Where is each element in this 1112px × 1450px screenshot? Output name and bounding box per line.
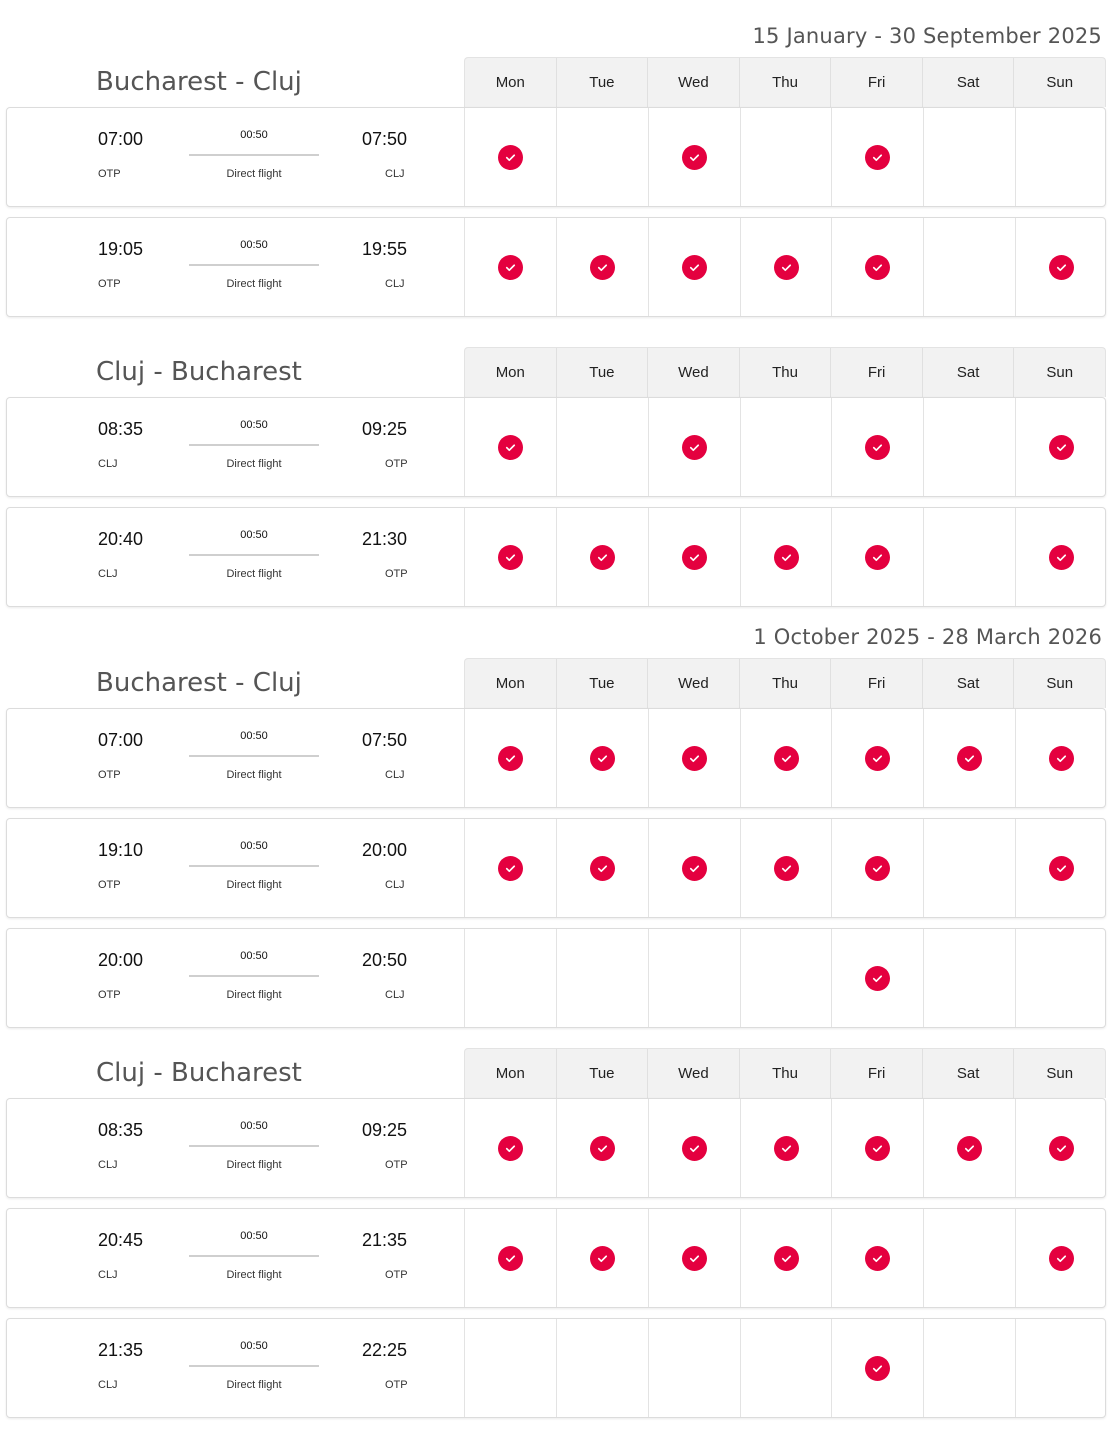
route-line [189, 154, 319, 156]
day-cell-thu [740, 929, 832, 1027]
check-circle-icon [865, 856, 890, 881]
operating-days [464, 398, 1107, 496]
day-sat: Sat [922, 659, 1014, 708]
check-circle-icon [682, 1136, 707, 1161]
day-cell-wed [648, 819, 740, 917]
route-line [189, 975, 319, 977]
check-circle-icon [682, 746, 707, 771]
day-cell-wed [648, 929, 740, 1027]
route-line [189, 444, 319, 446]
check-circle-icon [682, 856, 707, 881]
day-sat: Sat [922, 1049, 1014, 1098]
day-cell-tue [556, 929, 648, 1027]
day-wed: Wed [647, 348, 739, 397]
day-fri: Fri [830, 659, 922, 708]
operating-days [464, 1209, 1107, 1307]
route-line [189, 1145, 319, 1147]
flight-type: Direct flight [226, 879, 282, 891]
route-line [189, 554, 319, 556]
day-wed: Wed [647, 659, 739, 708]
check-circle-icon [498, 255, 523, 280]
day-cell-wed [648, 508, 740, 606]
operating-days [464, 929, 1107, 1027]
route-title: Cluj - Bucharest [96, 357, 302, 387]
arrival-airport: OTP [385, 1379, 408, 1391]
check-circle-icon [590, 1136, 615, 1161]
arrival-airport: CLJ [385, 168, 405, 180]
arrival-time: 19:55 [362, 239, 408, 259]
check-circle-icon [590, 255, 615, 280]
flight-duration: 00:50 [240, 239, 268, 251]
flight-duration: 00:50 [240, 129, 268, 141]
day-mon: Mon [495, 675, 525, 692]
day-cell-sat [923, 398, 1015, 496]
day-cell-sun [1015, 1099, 1107, 1197]
departure-airport: OTP [98, 278, 121, 290]
check-circle-icon [865, 145, 890, 170]
period-label: 15 January - 30 September 2025 [752, 24, 1102, 48]
day-cell-thu [740, 819, 832, 917]
arrival-airport: OTP [385, 568, 408, 580]
flight-row[interactable] [6, 107, 1106, 207]
day-cell-sun [1015, 218, 1107, 316]
flight-duration: 00:50 [240, 529, 268, 541]
route-line [189, 865, 319, 867]
day-cell-sat [923, 1209, 1015, 1307]
flight-type: Direct flight [226, 568, 282, 580]
day-cell-mon [465, 709, 556, 807]
day-cell-sun [1015, 819, 1107, 917]
operating-days [464, 108, 1107, 206]
day-wed: Wed [647, 58, 739, 107]
flight-type: Direct flight [226, 1269, 282, 1281]
day-mon: Mon [495, 74, 525, 91]
flight-row[interactable] [6, 397, 1106, 497]
check-circle-icon [682, 1246, 707, 1271]
departure-time: 20:45 [98, 1230, 144, 1250]
day-cell-thu [740, 218, 832, 316]
day-sat: Sat [922, 58, 1014, 107]
check-circle-icon [774, 545, 799, 570]
route-line [189, 264, 319, 266]
route-line [189, 1255, 319, 1257]
flight-duration: 00:50 [240, 419, 268, 431]
day-cell-tue [556, 218, 648, 316]
check-circle-icon [590, 545, 615, 570]
arrival-time: 20:00 [362, 840, 408, 860]
period-label: 1 October 2025 - 28 March 2026 [753, 625, 1102, 649]
day-mon: Mon [495, 364, 525, 381]
operating-days [464, 508, 1107, 606]
day-cell-sat [923, 1099, 1015, 1197]
day-sun: Sun [1013, 58, 1105, 107]
check-circle-icon [865, 435, 890, 460]
arrival-airport: OTP [385, 1269, 408, 1281]
check-circle-icon [498, 746, 523, 771]
arrival-time: 21:35 [362, 1230, 408, 1250]
check-circle-icon [865, 255, 890, 280]
check-circle-icon [682, 255, 707, 280]
check-circle-icon [957, 1136, 982, 1161]
day-cell-tue [556, 709, 648, 807]
arrival-airport: CLJ [385, 769, 405, 781]
day-cell-thu [740, 709, 832, 807]
check-circle-icon [774, 255, 799, 280]
check-circle-icon [590, 856, 615, 881]
day-cell-sun [1015, 108, 1107, 206]
flight-type: Direct flight [226, 769, 282, 781]
flight-row[interactable] [6, 928, 1106, 1028]
day-cell-sat [923, 819, 1015, 917]
day-wed: Wed [647, 1049, 739, 1098]
check-circle-icon [682, 545, 707, 570]
check-circle-icon [865, 1356, 890, 1381]
departure-airport: CLJ [98, 1159, 118, 1171]
check-circle-icon [774, 1246, 799, 1271]
day-cell-wed [648, 1209, 740, 1307]
route-title: Cluj - Bucharest [96, 1058, 302, 1088]
arrival-time: 09:25 [362, 419, 408, 439]
operating-days [464, 218, 1107, 316]
check-circle-icon [957, 746, 982, 771]
check-circle-icon [774, 746, 799, 771]
day-cell-thu [740, 508, 832, 606]
departure-time: 19:05 [98, 239, 144, 259]
operating-days [464, 709, 1107, 807]
check-circle-icon [590, 1246, 615, 1271]
day-cell-wed [648, 398, 740, 496]
day-sun: Sun [1013, 1049, 1105, 1098]
flight-duration: 00:50 [240, 730, 268, 742]
day-cell-sat [923, 1319, 1015, 1417]
check-circle-icon [1049, 545, 1074, 570]
check-circle-icon [498, 856, 523, 881]
departure-airport: OTP [98, 879, 121, 891]
flight-type: Direct flight [226, 989, 282, 1001]
flight-type: Direct flight [226, 278, 282, 290]
day-cell-wed [648, 1099, 740, 1197]
flight-row[interactable] [6, 1098, 1106, 1198]
day-cell-mon [465, 508, 556, 606]
flight-row[interactable] [6, 1318, 1106, 1418]
day-cell-fri [831, 1099, 923, 1197]
departure-time: 20:00 [98, 950, 144, 970]
departure-airport: CLJ [98, 1379, 118, 1391]
day-tue: Tue [556, 1049, 648, 1098]
departure-time: 20:40 [98, 529, 144, 549]
day-cell-sun [1015, 1319, 1107, 1417]
check-circle-icon [774, 1136, 799, 1161]
check-circle-icon [1049, 255, 1074, 280]
day-tue: Tue [556, 348, 648, 397]
day-cell-sun [1015, 398, 1107, 496]
check-circle-icon [865, 545, 890, 570]
day-cell-tue [556, 1319, 648, 1417]
day-cell-mon [465, 1319, 556, 1417]
day-cell-wed [648, 218, 740, 316]
day-cell-fri [831, 1319, 923, 1417]
route-line [189, 1365, 319, 1367]
day-cell-tue [556, 108, 648, 206]
flight-type: Direct flight [226, 1159, 282, 1171]
day-cell-sat [923, 218, 1015, 316]
departure-airport: OTP [98, 168, 121, 180]
flight-type: Direct flight [226, 458, 282, 470]
day-sun: Sun [1013, 659, 1105, 708]
day-cell-wed [648, 709, 740, 807]
departure-airport: CLJ [98, 458, 118, 470]
flight-row[interactable] [6, 1208, 1106, 1308]
day-cell-fri [831, 108, 923, 206]
flight-type: Direct flight [226, 168, 282, 180]
departure-airport: OTP [98, 769, 121, 781]
day-cell-wed [648, 1319, 740, 1417]
flight-duration: 00:50 [240, 1120, 268, 1132]
departure-time: 07:00 [98, 129, 144, 149]
arrival-time: 09:25 [362, 1120, 408, 1140]
flight-duration: 00:50 [240, 1230, 268, 1242]
day-thu: Thu [739, 58, 831, 107]
flight-type: Direct flight [226, 1379, 282, 1391]
day-cell-fri [831, 929, 923, 1027]
day-fri: Fri [830, 58, 922, 107]
weekday-header [464, 658, 1106, 708]
check-circle-icon [1049, 1136, 1074, 1161]
check-circle-icon [865, 1136, 890, 1161]
check-circle-icon [865, 1246, 890, 1271]
day-cell-fri [831, 1209, 923, 1307]
check-circle-icon [498, 1136, 523, 1161]
flight-duration: 00:50 [240, 840, 268, 852]
day-cell-mon [465, 398, 556, 496]
flight-row[interactable] [6, 708, 1106, 808]
day-cell-sun [1015, 1209, 1107, 1307]
route-title: Bucharest - Cluj [96, 668, 302, 698]
check-circle-icon [498, 145, 523, 170]
departure-airport: OTP [98, 989, 121, 1001]
arrival-time: 07:50 [362, 129, 408, 149]
day-thu: Thu [739, 659, 831, 708]
day-thu: Thu [739, 1049, 831, 1098]
arrival-airport: CLJ [385, 879, 405, 891]
day-cell-tue [556, 1099, 648, 1197]
day-cell-mon [465, 929, 556, 1027]
day-cell-fri [831, 398, 923, 496]
flight-duration: 00:50 [240, 1340, 268, 1352]
day-cell-tue [556, 819, 648, 917]
day-cell-fri [831, 819, 923, 917]
day-mon: Mon [495, 1065, 525, 1082]
check-circle-icon [682, 435, 707, 460]
arrival-airport: CLJ [385, 278, 405, 290]
flight-row[interactable] [6, 217, 1106, 317]
check-circle-icon [1049, 746, 1074, 771]
day-cell-mon [465, 1099, 556, 1197]
flight-duration: 00:50 [240, 950, 268, 962]
departure-airport: CLJ [98, 1269, 118, 1281]
day-tue: Tue [556, 58, 648, 107]
day-cell-thu [740, 1099, 832, 1197]
arrival-airport: CLJ [385, 989, 405, 1001]
departure-time: 21:35 [98, 1340, 144, 1360]
check-circle-icon [498, 1246, 523, 1271]
day-cell-tue [556, 508, 648, 606]
check-circle-icon [774, 856, 799, 881]
check-circle-icon [590, 746, 615, 771]
route-line [189, 755, 319, 757]
check-circle-icon [1049, 435, 1074, 460]
arrival-airport: OTP [385, 458, 408, 470]
weekday-header [464, 1048, 1106, 1098]
departure-time: 19:10 [98, 840, 144, 860]
operating-days [464, 1099, 1107, 1197]
day-cell-wed [648, 108, 740, 206]
day-sat: Sat [922, 348, 1014, 397]
arrival-time: 20:50 [362, 950, 408, 970]
day-cell-tue [556, 398, 648, 496]
day-cell-sat [923, 508, 1015, 606]
day-cell-sat [923, 929, 1015, 1027]
check-circle-icon [498, 545, 523, 570]
departure-time: 08:35 [98, 419, 144, 439]
day-cell-thu [740, 398, 832, 496]
flight-row[interactable] [6, 507, 1106, 607]
day-fri: Fri [830, 348, 922, 397]
day-cell-sat [923, 108, 1015, 206]
check-circle-icon [498, 435, 523, 460]
departure-airport: CLJ [98, 568, 118, 580]
day-cell-sun [1015, 709, 1107, 807]
check-circle-icon [682, 145, 707, 170]
day-cell-mon [465, 819, 556, 917]
day-cell-thu [740, 1319, 832, 1417]
flight-row[interactable] [6, 818, 1106, 918]
weekday-header [464, 347, 1106, 397]
operating-days [464, 1319, 1107, 1417]
departure-time: 07:00 [98, 730, 144, 750]
day-cell-fri [831, 218, 923, 316]
day-cell-thu [740, 1209, 832, 1307]
day-cell-sat [923, 709, 1015, 807]
check-circle-icon [865, 746, 890, 771]
day-sun: Sun [1013, 348, 1105, 397]
day-cell-fri [831, 709, 923, 807]
day-cell-mon [465, 108, 556, 206]
day-cell-thu [740, 108, 832, 206]
route-title: Bucharest - Cluj [96, 67, 302, 97]
day-cell-mon [465, 1209, 556, 1307]
day-thu: Thu [739, 348, 831, 397]
arrival-time: 21:30 [362, 529, 408, 549]
check-circle-icon [865, 966, 890, 991]
day-cell-fri [831, 508, 923, 606]
departure-time: 08:35 [98, 1120, 144, 1140]
day-cell-mon [465, 218, 556, 316]
arrival-airport: OTP [385, 1159, 408, 1171]
check-circle-icon [1049, 1246, 1074, 1271]
arrival-time: 22:25 [362, 1340, 408, 1360]
day-tue: Tue [556, 659, 648, 708]
day-cell-tue [556, 1209, 648, 1307]
weekday-header [464, 57, 1106, 107]
day-cell-sun [1015, 508, 1107, 606]
check-circle-icon [1049, 856, 1074, 881]
day-cell-sun [1015, 929, 1107, 1027]
arrival-time: 07:50 [362, 730, 408, 750]
day-fri: Fri [830, 1049, 922, 1098]
operating-days [464, 819, 1107, 917]
